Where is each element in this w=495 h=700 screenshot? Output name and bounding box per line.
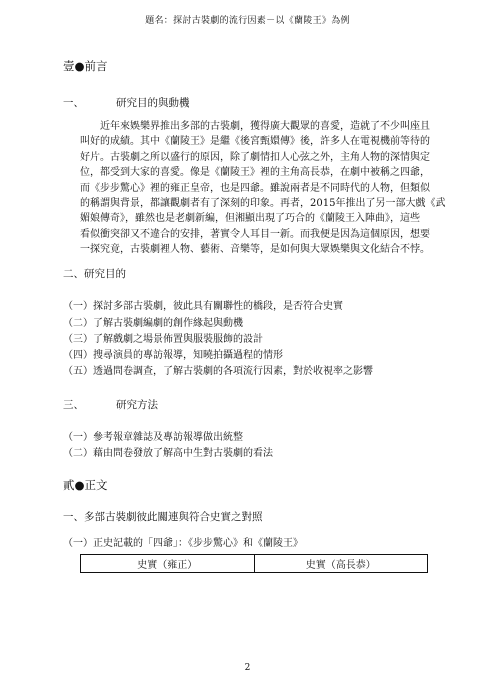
- purpose-item-5: （五）透過問卷調查，了解古裝劇的各項流行因素，對於收視率之影響: [63, 366, 373, 377]
- paragraph-line: 媚娘傳奇》，雖然也是老劇新編，但湘顯出現了巧合的《蘭陵王入陣曲》，這些: [80, 213, 420, 225]
- table-header-gao-changgong: 史實（高長恭）: [254, 555, 428, 573]
- document-header: 題名：探討古裝劇的流行因素－以《蘭陵王》為例: [145, 16, 350, 26]
- subsection-title-purpose: 二、研究目的: [63, 268, 126, 280]
- paragraph-line: 的稱謂與背景，都讓觀劇者有了深刻的印象。再者，2015年推出了另一部大戲《武: [80, 198, 446, 210]
- paragraph-line: 叫好的成績。其中《蘭陵王》是繼《後宮甄嬛傳》後，許多人在電視機前等待的: [80, 136, 430, 148]
- section-title-preface: 壹●前言: [63, 59, 108, 73]
- body-item-1: （一）正史記載的「四爺」：《步步驚心》和《蘭陵王》: [63, 538, 303, 549]
- purpose-item-4: （四）搜尋演員的專訪報導，知曉拍攝過程的情形: [63, 350, 283, 361]
- subsection-title-motivation: 研究目的與動機: [116, 97, 190, 109]
- method-item-1: （一）參考報章雜誌及專訪報導做出統整: [63, 432, 243, 443]
- subsection-number-3: 三、: [63, 399, 84, 411]
- subsection-number-1: 一、: [63, 97, 84, 109]
- method-item-2: （二）藉由問卷發放了解高中生對古裝劇的看法: [63, 448, 273, 459]
- purpose-item-3: （三）了解戲劇之場景佈置與服裝服飾的設計: [63, 334, 263, 345]
- paragraph-line: 而《步步驚心》裡的雍正皇帝，也是四爺。雖說兩者是不同時代的人物，但類似: [80, 182, 430, 194]
- paragraph-line: 好片。古裝劇之所以盛行的原因，除了劇情扣人心弦之外，主角人物的深情與定: [80, 151, 430, 163]
- paragraph-line: 一探究竟，古裝劇裡人物、藝術、音樂等，是如何與大眾娛樂與文化結合不悖。: [80, 244, 430, 256]
- purpose-item-1: （一）探討多部古裝劇，彼此具有關聯性的橋段，是否符合史實: [63, 301, 343, 312]
- table-header-yongzheng: 史實（雍正）: [81, 555, 255, 573]
- page-number: 2: [244, 663, 251, 673]
- motivation-paragraph: [80, 119, 446, 258]
- body-subsection-title: 一、多部古裝劇彼此關連與符合史實之對照: [63, 511, 263, 523]
- paragraph-line: 近年來娛樂界推出多部的古裝劇，獲得廣大觀眾的喜愛，造就了不少叫座且: [100, 121, 430, 132]
- subsection-title-method: 研究方法: [116, 399, 158, 411]
- purpose-item-2: （二）了解古裝劇編劇的創作緣起與動機: [63, 318, 243, 329]
- table-header-row: [81, 555, 428, 573]
- section-title-body: 貳●正文: [63, 478, 108, 492]
- comparison-table: [80, 554, 428, 573]
- paragraph-line: 看似衝突卻又不違合的安排，著實令人耳目一新。而我便是因為這個原因，想要: [80, 228, 430, 240]
- paragraph-line: 位，都受到大家的喜愛。像是《蘭陵王》裡的主角高長恭，在劇中被稱之四爺，: [80, 167, 430, 179]
